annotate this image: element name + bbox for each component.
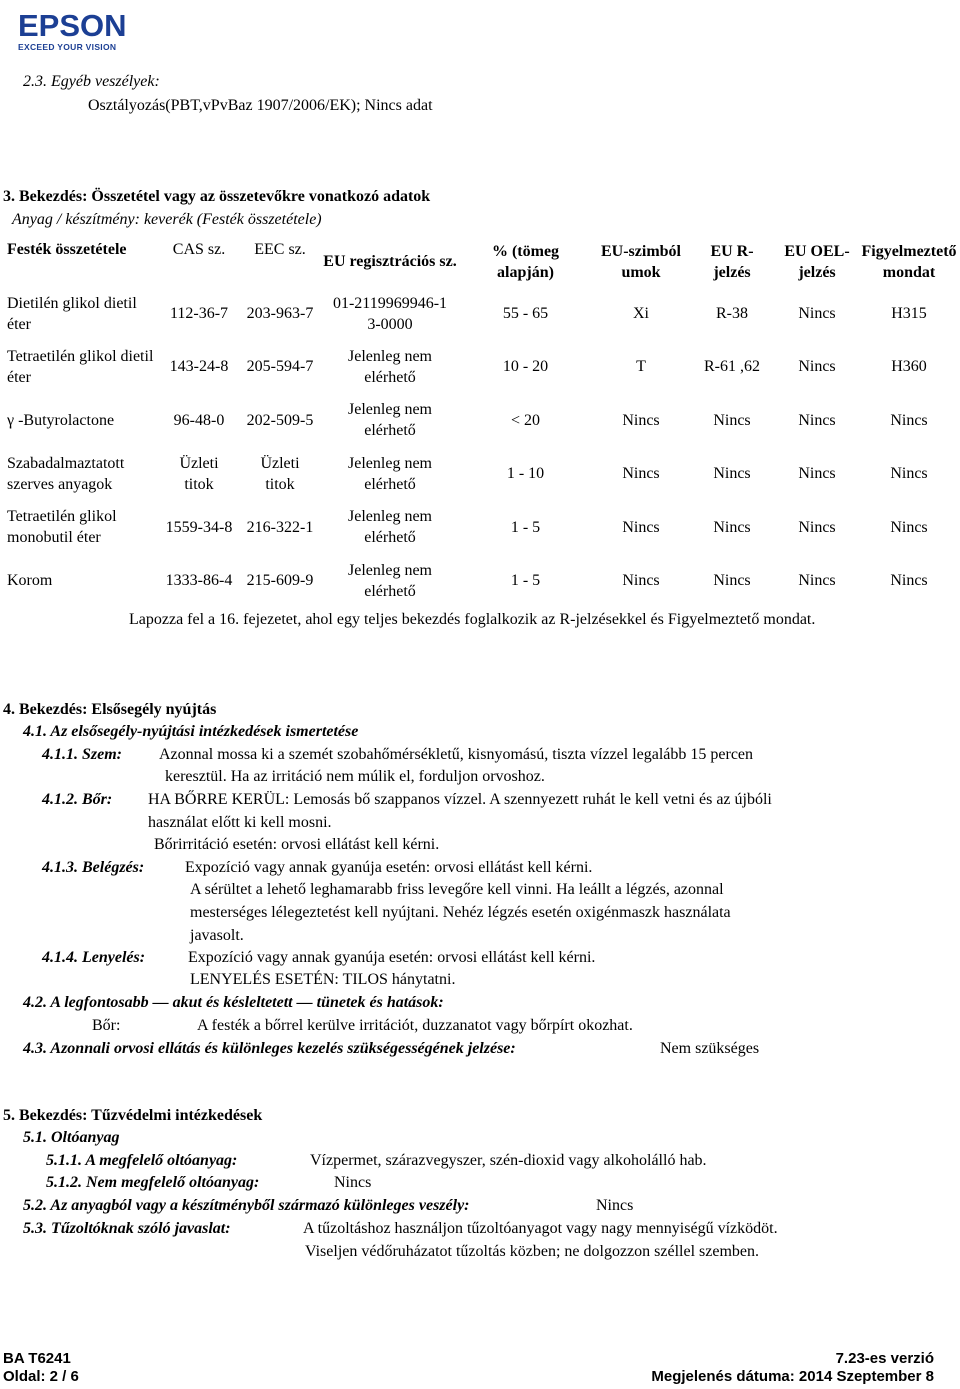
eu-symbol-cell: Nincs bbox=[622, 411, 660, 429]
footer-date: Megjelenés dátuma: 2014 Szeptember 8 bbox=[651, 1368, 934, 1385]
table-row bbox=[3, 394, 958, 448]
col-header: % (tömeg alapján) bbox=[491, 242, 560, 281]
section-5-3-line-2: Viseljen védőruházatot tűzoltás közben; ne dolgozzon széllel szemben. bbox=[305, 1243, 759, 1260]
eu-oel-cell: Nincs bbox=[798, 411, 836, 429]
footer-page: Oldal: 2 / 6 bbox=[3, 1368, 79, 1385]
cas-number-cell: 1333-86-4 bbox=[165, 572, 233, 590]
section-5-1-heading: 5.1. Oltóanyag bbox=[23, 1129, 120, 1146]
component-name-cell: Tetraetilén glikol dietil éter bbox=[7, 347, 154, 386]
eu-r-phrase-cell: Nincs bbox=[713, 572, 751, 590]
eu-oel-cell: Nincs bbox=[798, 465, 836, 483]
table-row bbox=[3, 501, 958, 555]
szem-line-1: Azonnal mossa ki a szemét szobahőmérsékletű, kisnyomású, tiszta vízzel legalább 15 percen bbox=[159, 746, 754, 763]
weight-percent-cell: 1 - 5 bbox=[510, 518, 541, 536]
eu-symbol-cell: Nincs bbox=[622, 465, 660, 483]
belegzes-label: 4.1.3. Belégzés: bbox=[42, 859, 145, 876]
section-5-1-1-value: Vízpermet, szárazvegyszer, szén-dioxid vagy alkoholálló hab. bbox=[310, 1152, 707, 1169]
section-5-3-label: 5.3. Tűzoltóknak szóló javaslat: bbox=[23, 1220, 231, 1237]
weight-percent-cell: 1 - 10 bbox=[506, 465, 545, 483]
composition-table bbox=[3, 236, 958, 608]
col-header: Festék összetétele bbox=[7, 241, 127, 258]
eu-r-phrase-cell: Nincs bbox=[713, 411, 751, 429]
logo-tagline: EXCEED YOUR VISION bbox=[18, 42, 117, 52]
eu-symbol-cell: Xi bbox=[633, 305, 649, 322]
eu-oel-cell: Nincs bbox=[798, 358, 836, 376]
eec-number-cell: 203-963-7 bbox=[246, 305, 314, 322]
table-header-row bbox=[3, 236, 958, 287]
lenyeles-line-1: Expozíció vagy annak gyanúja esetén: orvosi ellátást kell kérni. bbox=[188, 949, 596, 966]
component-name-cell: Dietilén glikol dietil éter bbox=[7, 294, 137, 333]
hazard-statement-cell: Nincs bbox=[890, 518, 928, 536]
weight-percent-cell: 55 - 65 bbox=[502, 305, 549, 322]
belegzes-line-4: javasolt. bbox=[190, 927, 244, 944]
section-3-heading: 3. Bekezdés: Összetétel vagy az összetevőkre vonatkozó adatok bbox=[3, 188, 431, 205]
section-4-1-heading: 4.1. Az elsősegély-nyújtási intézkedések ismertetése bbox=[23, 723, 359, 740]
section-2-3-heading: 2.3. Egyéb veszélyek: bbox=[23, 73, 160, 90]
cas-number-cell: Üzleti titok bbox=[179, 454, 219, 493]
belegzes-line-2: A sérültet a lehető leghamarabb friss levegőre kell vinni. Ha leállt a légzés, azonnal bbox=[190, 881, 724, 898]
section-5-1-2-value: Nincs bbox=[334, 1174, 372, 1191]
table-note: Lapozza fel a 16. fejezetet, ahol egy teljes bekezdés foglalkozik az R-jelzésekkel és Figyelmeztető mondat. bbox=[129, 611, 816, 628]
bor-line-1: HA BŐRRE KERÜL: Lemosás bő szappanos vízzel. A szennyezett ruhát le kell vetni és az újbóli bbox=[148, 791, 772, 808]
eu-oel-cell: Nincs bbox=[798, 305, 836, 322]
hazard-statement-cell: Nincs bbox=[890, 411, 928, 429]
lenyeles-label: 4.1.4. Lenyelés: bbox=[42, 949, 146, 966]
bor-line-2: használat előtt ki kell mosni. bbox=[148, 814, 332, 831]
hazard-statement-cell: H315 bbox=[891, 305, 927, 322]
bor-line-3: Bőrirritáció esetén: orvosi ellátást kell kérni. bbox=[154, 836, 440, 853]
section-4-2-heading: 4.2. A legfontosabb — akut és késleltetett — tünetek és hatások: bbox=[23, 994, 444, 1011]
szem-label: 4.1.1. Szem: bbox=[42, 746, 122, 763]
eec-number-cell: 202-509-5 bbox=[246, 411, 314, 429]
eu-symbol-cell: T bbox=[636, 358, 646, 376]
bor-label: 4.1.2. Bőr: bbox=[42, 791, 113, 808]
weight-percent-cell: 1 - 5 bbox=[510, 572, 541, 590]
table-row bbox=[3, 340, 958, 394]
eu-oel-cell: Nincs bbox=[798, 572, 836, 590]
eu-r-phrase-cell: Nincs bbox=[713, 465, 751, 483]
eu-registration-cell: Jelenleg nem elérhető bbox=[348, 347, 432, 386]
epson-logo bbox=[18, 10, 127, 52]
table-row bbox=[3, 554, 958, 608]
weight-percent-cell: < 20 bbox=[510, 411, 541, 429]
lenyeles-line-2: LENYELÉS ESETÉN: TILOS hánytatni. bbox=[190, 971, 456, 988]
section-5-1-1-label: 5.1.1. A megfelelő oltóanyag: bbox=[46, 1152, 238, 1169]
eu-r-phrase-cell: Nincs bbox=[713, 518, 751, 536]
logo-brand: EPSON bbox=[18, 8, 127, 43]
cas-number-cell: 112-36-7 bbox=[169, 305, 229, 322]
hazard-statement-cell: H360 bbox=[891, 358, 927, 376]
section-5-1-2-label: 5.1.2. Nem megfelelő oltóanyag: bbox=[46, 1174, 260, 1191]
footer-doc-code: BA T6241 bbox=[3, 1350, 71, 1367]
eu-symbol-cell: Nincs bbox=[622, 518, 660, 536]
eu-symbol-cell: Nincs bbox=[622, 572, 660, 590]
eu-registration-cell: Jelenleg nem elérhető bbox=[348, 454, 432, 493]
szem-line-2: keresztül. Ha az irritáció nem múlik el, forduljon orvoshoz. bbox=[165, 768, 545, 785]
eu-registration-cell: Jelenleg nem elérhető bbox=[348, 508, 432, 547]
eec-number-cell: 205-594-7 bbox=[246, 358, 314, 376]
col-header: CAS sz. bbox=[172, 241, 226, 258]
cas-number-cell: 1559-34-8 bbox=[165, 518, 233, 536]
eu-oel-cell: Nincs bbox=[798, 518, 836, 536]
section-4-3-value: Nem szükséges bbox=[660, 1040, 760, 1057]
belegzes-line-1: Expozíció vagy annak gyanúja esetén: orvosi ellátást kell kérni. bbox=[185, 859, 593, 876]
eec-number-cell: Üzleti titok bbox=[260, 454, 300, 493]
section-5-heading: 5. Bekezdés: Tűzvédelmi intézkedések bbox=[3, 1107, 263, 1124]
eec-number-cell: 216-322-1 bbox=[246, 518, 314, 536]
section-4-heading: 4. Bekezdés: Elsősegély nyújtás bbox=[3, 701, 217, 718]
component-name-cell: γ -Butyrolactone bbox=[7, 411, 115, 429]
section-5-3-line-1: A tűzoltáshoz használjon tűzoltóanyagot vagy nagy mennyiségű vízködöt. bbox=[303, 1220, 778, 1237]
section-5-2-value: Nincs bbox=[596, 1197, 634, 1214]
component-name-cell: Szabadalmaztatott szerves anyagok bbox=[7, 454, 125, 493]
component-name-cell: Korom bbox=[7, 572, 53, 590]
cas-number-cell: 96-48-0 bbox=[173, 411, 225, 429]
eu-registration-cell: Jelenleg nem elérhető bbox=[348, 401, 432, 440]
component-name-cell: Tetraetilén glikol monobutil éter bbox=[7, 508, 117, 547]
col-header: EEC sz. bbox=[254, 241, 306, 258]
cas-number-cell: 143-24-8 bbox=[169, 358, 229, 376]
table-row bbox=[3, 287, 958, 340]
footer-version: 7.23-es verzió bbox=[835, 1350, 934, 1367]
belegzes-line-3: mesterséges lélegeztetést kell nyújtani. Nehéz légzés esetén oxigénmaszk használata bbox=[190, 904, 731, 921]
col-header: EU OEL-jelzés bbox=[784, 242, 850, 281]
section-3-subheading: Anyag / készítmény: keverék (Festék összetétele) bbox=[12, 211, 322, 228]
bor2-label: Bőr: bbox=[92, 1017, 121, 1034]
hazard-statement-cell: Nincs bbox=[890, 572, 928, 590]
table-row bbox=[3, 447, 958, 501]
eec-number-cell: 215-609-9 bbox=[246, 572, 314, 590]
eu-r-phrase-cell: R-38 bbox=[716, 305, 748, 322]
section-5-2-label: 5.2. Az anyagból vagy a készítményből származó különleges veszély: bbox=[23, 1197, 470, 1214]
eu-r-phrase-cell: R-61 ,62 bbox=[704, 358, 760, 376]
col-header: EU-szimbólumok bbox=[601, 242, 681, 281]
section-2-3-line: Osztályozás(PBT,vPvBaz 1907/2006/EK); Nincs adat bbox=[88, 97, 433, 114]
section-4-3-heading: 4.3. Azonnali orvosi ellátás és különleges kezelés szükségességének jelzése: bbox=[23, 1040, 516, 1057]
col-header: EU R-jelzés bbox=[710, 242, 754, 281]
eu-registration-cell: 01-2119969946-13-0000 bbox=[332, 294, 448, 333]
bor2-text: A festék a bőrrel kerülve irritációt, duzzanatot vagy bőrpírt okozhat. bbox=[197, 1017, 633, 1034]
weight-percent-cell: 10 - 20 bbox=[502, 358, 549, 376]
col-header: Figyelmeztető mondat bbox=[861, 242, 957, 281]
col-header: EU regisztrációs sz. bbox=[323, 253, 457, 270]
eu-registration-cell: Jelenleg nem elérhető bbox=[348, 561, 432, 600]
hazard-statement-cell: Nincs bbox=[890, 465, 928, 483]
